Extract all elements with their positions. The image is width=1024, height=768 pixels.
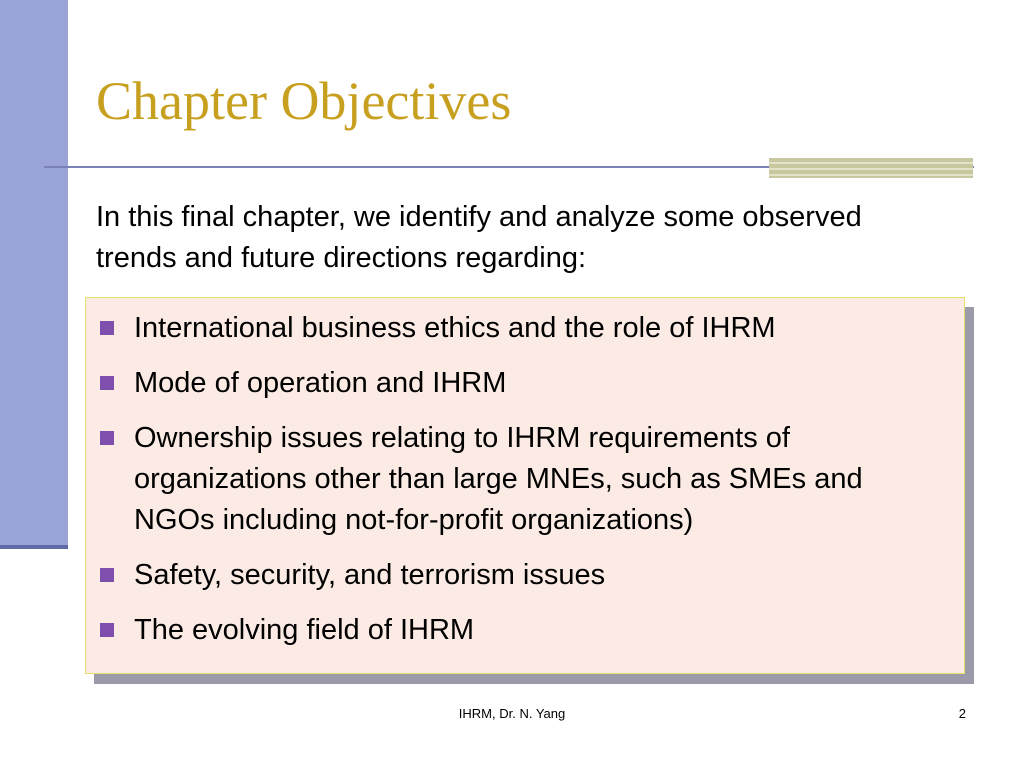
footer-author: IHRM, Dr. N. Yang	[458, 706, 566, 721]
left-accent-bar-shadow	[0, 545, 68, 549]
bullet-item	[100, 555, 940, 596]
bullet-text: International business ethics and the role of IHRM	[134, 312, 776, 344]
bullet-text: The evolving field of IHRM	[134, 614, 475, 646]
bullet-list	[100, 308, 940, 665]
divider-accent-block	[769, 158, 973, 178]
bullet-item	[100, 610, 940, 651]
bullet-text: Safety, security, and terrorism issues	[134, 559, 606, 591]
footer-page-number: 2	[958, 706, 966, 721]
bullet-item	[100, 363, 940, 404]
bullet-item	[100, 308, 940, 349]
square-bullet-icon	[100, 568, 114, 582]
square-bullet-icon	[100, 431, 114, 445]
bullet-box	[85, 297, 965, 674]
left-accent-bar	[0, 0, 68, 545]
square-bullet-icon	[100, 376, 114, 390]
bullet-text: Ownership issues relating to IHRM requirements of organizations other than large MNEs, such as SMEs and NGOs including not-for-profit organizations)	[134, 422, 863, 536]
intro-text: In this final chapter, we identify and analyze some observed trends and future directions regarding:	[96, 201, 862, 274]
slide-title: Chapter Objectives	[96, 71, 512, 131]
bullet-item	[100, 418, 940, 541]
bullet-text: Mode of operation and IHRM	[134, 367, 507, 399]
square-bullet-icon	[100, 623, 114, 637]
square-bullet-icon	[100, 321, 114, 335]
